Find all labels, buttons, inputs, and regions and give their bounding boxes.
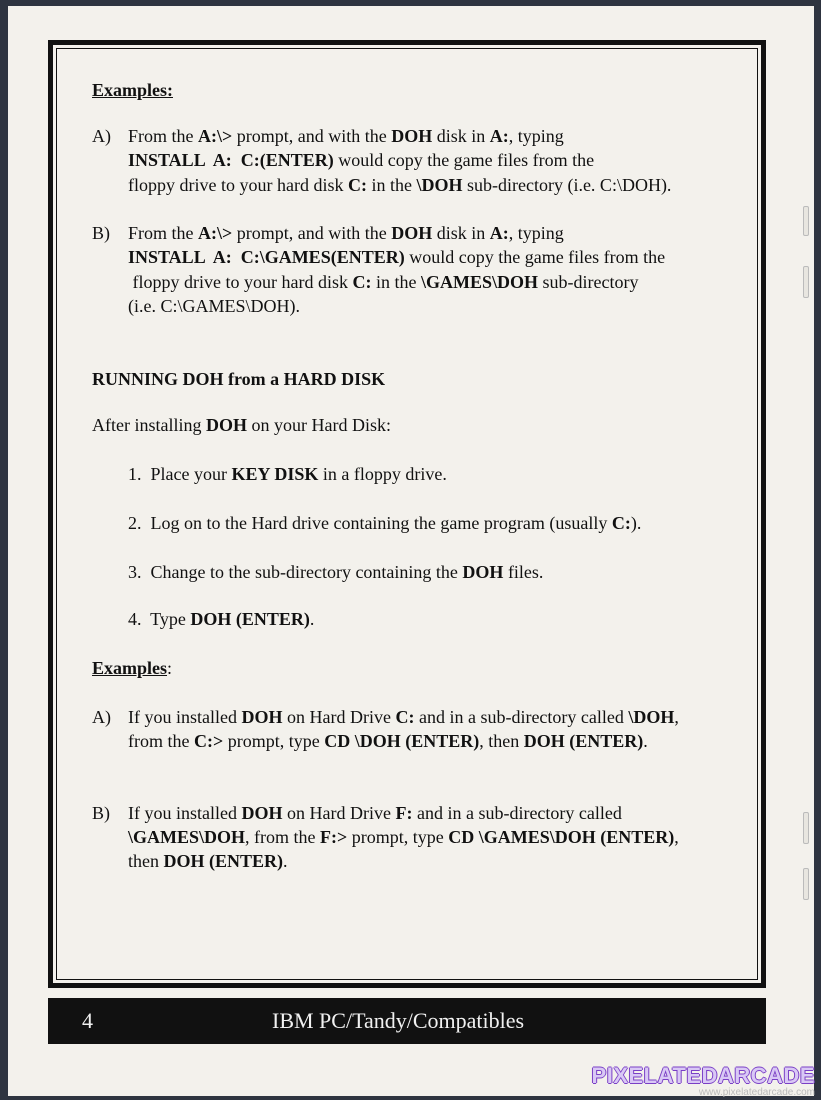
example2-a-label: A) — [92, 707, 111, 727]
footer-title: IBM PC/Tandy/Compatibles — [272, 1008, 525, 1033]
example-a-label: A) — [92, 126, 111, 146]
running-heading: RUNNING DOH from a HARD DISK — [92, 369, 386, 389]
binding-ring-2 — [803, 266, 809, 298]
watermark — [592, 1063, 815, 1098]
example2-b-line1: If you installed DOH on Hard Drive F: and in a sub-directory called — [128, 803, 622, 823]
watermark-url: www.pixelatedarcade.com — [698, 1087, 815, 1098]
example-b-label: B) — [92, 223, 110, 243]
step-3: 3. Change to the sub-directory containing the DOH files. — [128, 562, 544, 582]
example2-b-line2: \GAMES\DOH, from the F:> prompt, type CD \GAMES\DOH (ENTER), — [128, 827, 679, 847]
example-a-line2: INSTALL A: C:(ENTER) would copy the game files from the — [128, 150, 595, 170]
examples-heading-1: Examples: — [92, 80, 173, 100]
example-b-line2: INSTALL A: C:\GAMES(ENTER) would copy the game files from the — [128, 247, 666, 267]
page-number: 4 — [82, 1008, 93, 1033]
example2-b-line3: then DOH (ENTER). — [128, 851, 288, 871]
example-a-line3: floppy drive to your hard disk C: in the \DOH sub-directory (i.e. C:\DOH). — [128, 175, 672, 195]
binding-ring-3 — [803, 812, 809, 844]
example-b-line3: floppy drive to your hard disk C: in the \GAMES\DOH sub-directory — [128, 272, 639, 292]
example2-a-line2: from the C:> prompt, type CD \DOH (ENTER), then DOH (ENTER). — [128, 731, 648, 751]
examples-heading-2: Examples: — [92, 658, 173, 678]
watermark-brand: PIXELATEDARCADE — [591, 1063, 815, 1088]
example-a-line1: From the A:\> prompt, and with the DOH disk in A:, typing — [128, 126, 564, 146]
example2-b-label: B) — [92, 803, 110, 823]
step-4: 4. Type DOH (ENTER). — [128, 609, 315, 629]
binding-ring-1 — [803, 206, 809, 236]
footer-bar — [48, 998, 766, 1044]
example-b-line1: From the A:\> prompt, and with the DOH disk in A:, typing — [128, 223, 564, 243]
step-2: 2. Log on to the Hard drive containing the game program (usually C:). — [128, 513, 642, 533]
binding-ring-4 — [803, 868, 809, 900]
example-b-line4: (i.e. C:\GAMES\DOH). — [128, 296, 300, 316]
step-1: 1. Place your KEY DISK in a floppy drive. — [128, 464, 447, 484]
example2-a-line1: If you installed DOH on Hard Drive C: and in a sub-directory called \DOH, — [128, 707, 679, 727]
running-intro: After installing DOH on your Hard Disk: — [92, 415, 391, 435]
